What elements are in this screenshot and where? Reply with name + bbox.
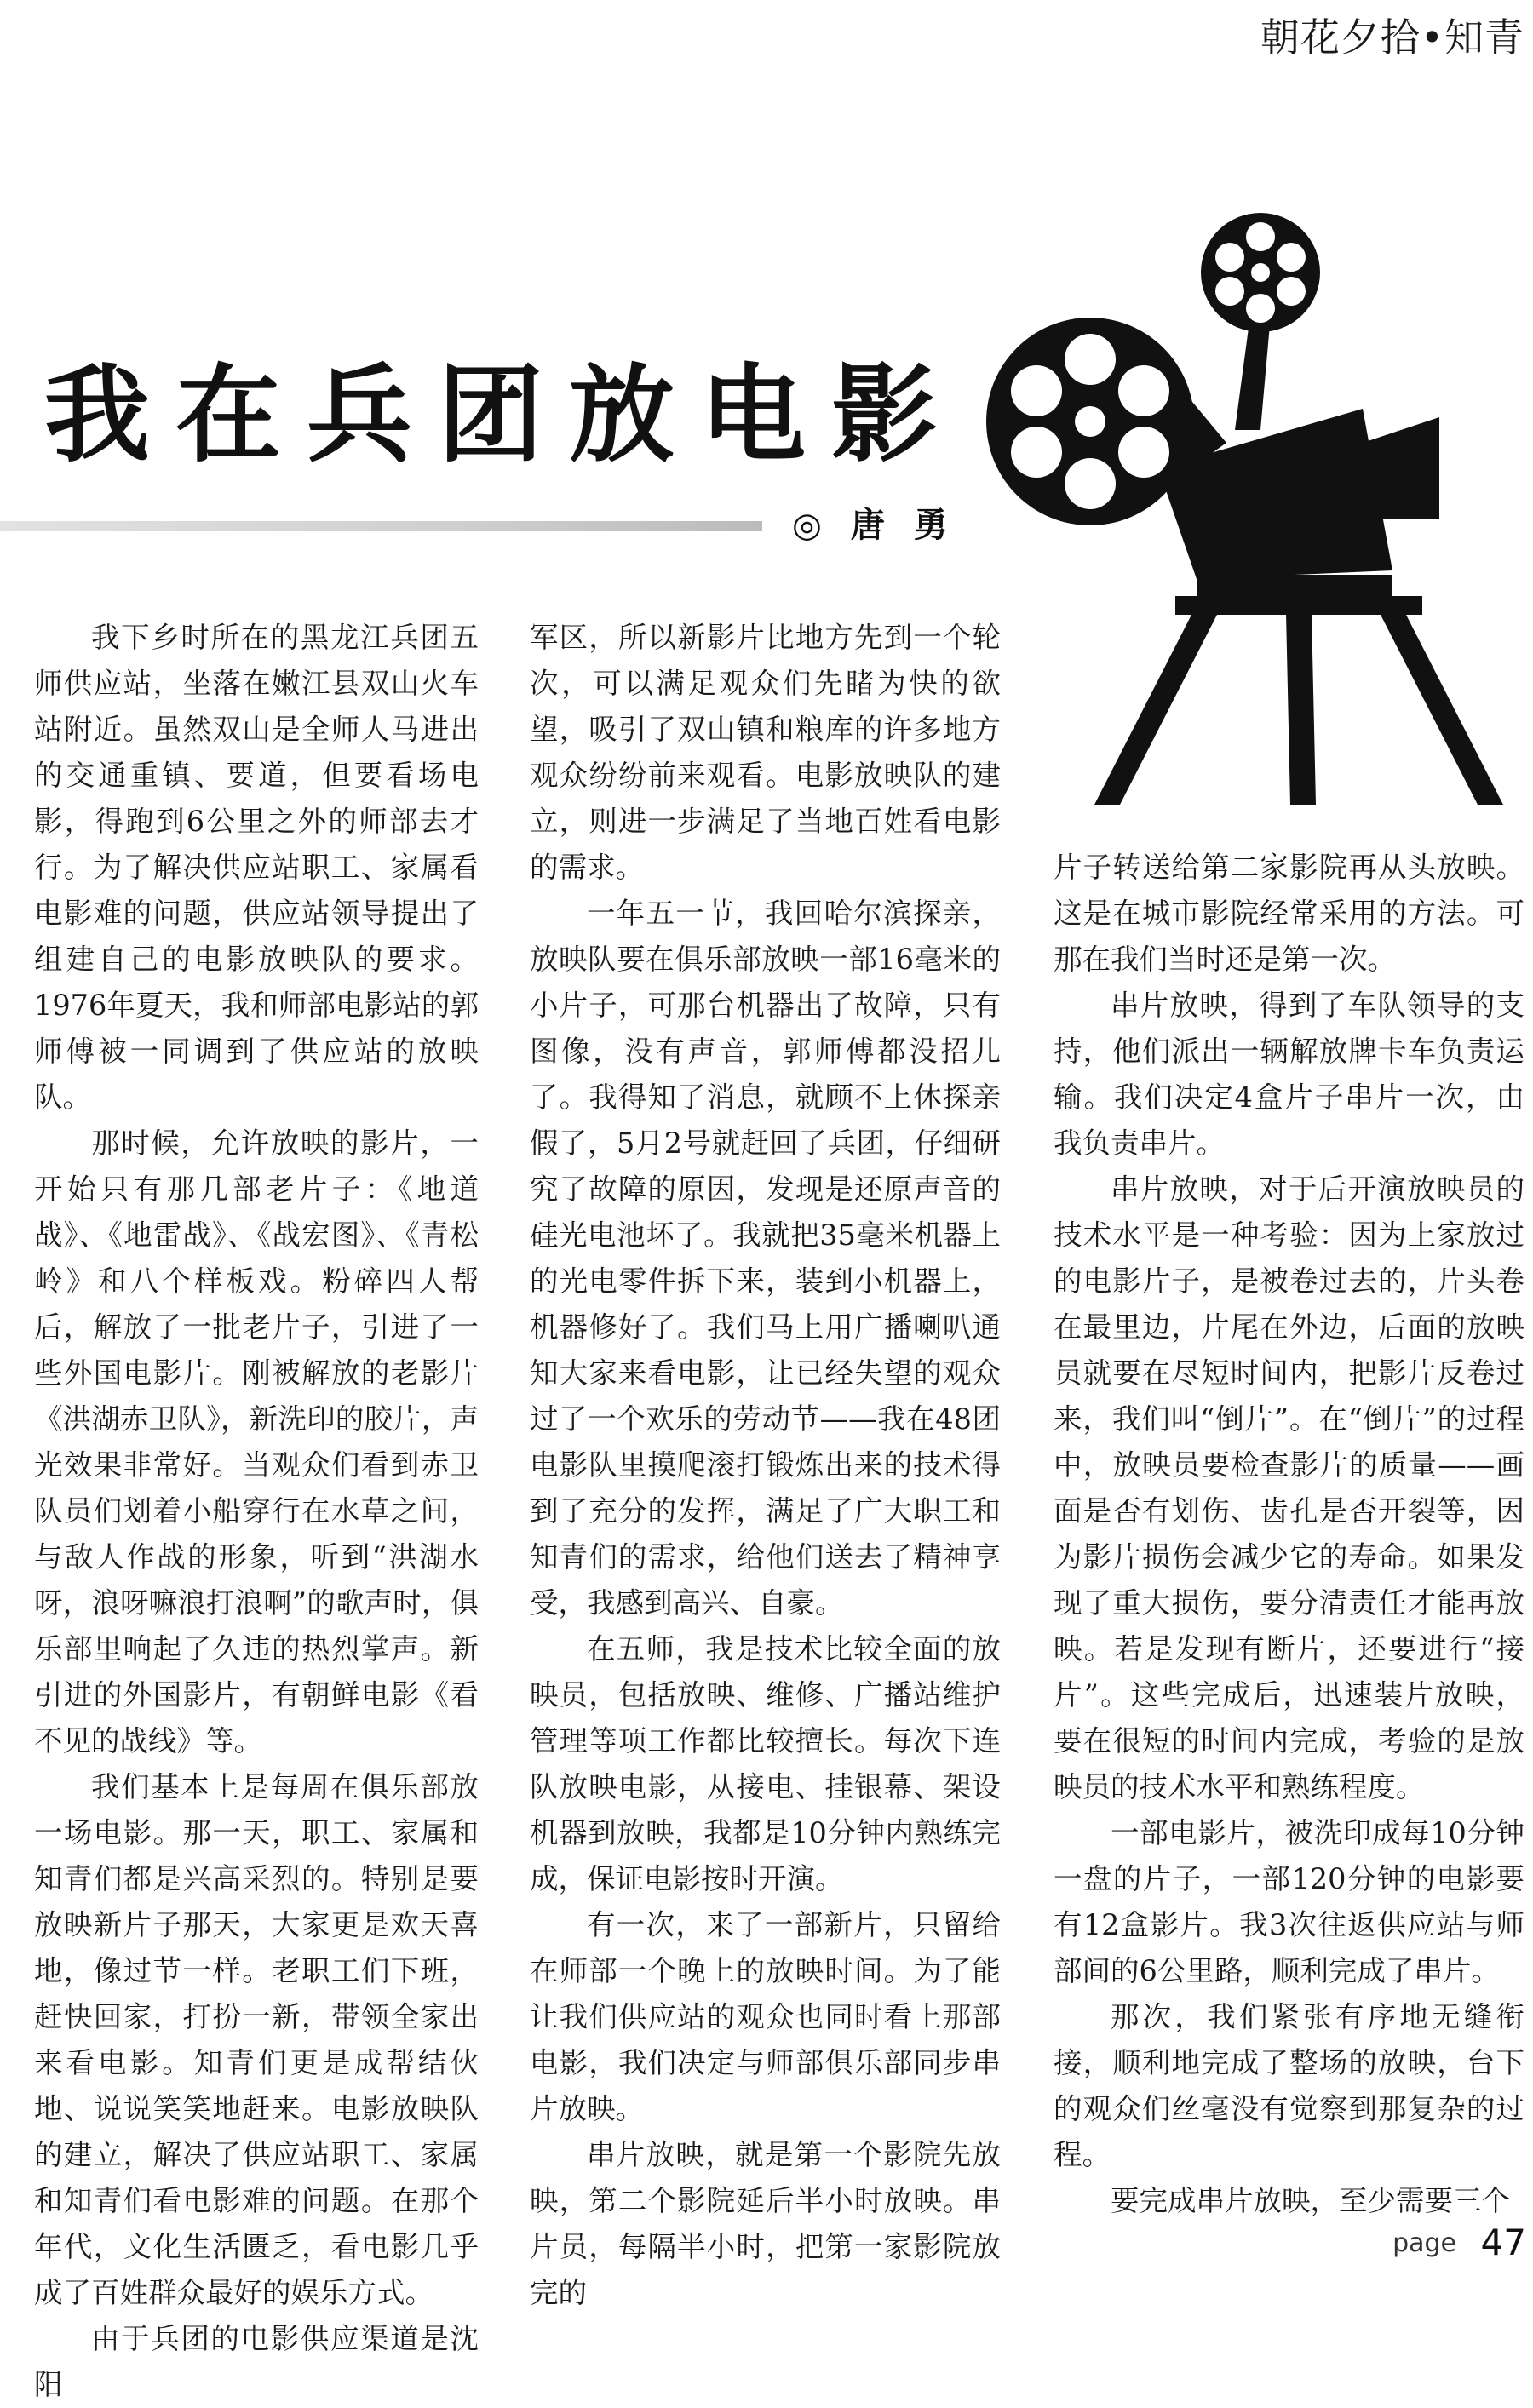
section-tag: 朝花夕拾•知青: [1260, 14, 1524, 60]
paragraph: 军区，所以新影片比地方先到一个轮次，可以满足观众们先睹为快的欲望，吸引了双山镇和粮库的许多地方观众纷纷前来观看。电影放映队的建立，则进一步满足了当地百姓看电影的需求。: [530, 621, 1001, 884]
paragraph: 串片放映，得到了车队领导的支持，他们派出一辆解放牌卡车负责运输。我们决定4盒片子串片一次，由我负责串片。: [1054, 989, 1524, 1160]
paragraph: 串片放映，对于后开演放映员的技术水平是一种考验：因为上家放过的电影片子，是被卷过去的，片头卷在最里边，片尾在外边，后面的放映员就要在尽短时间内，把影片反卷过来，我们叫“倒片”。在“倒片”的过程中，放映员要检查影片的质量——画面是否有划伤、齿孔是否开裂等，因为影片损伤会减少它的寿命。如果发现了重大损伤，要分清责任才能再放映。若是发现有断片，还要进行“接片”。这些完成后，迅速装片放映，要在很短的时间内完成，考验的是放映员的技术水平和熟练程度。: [1054, 1172, 1524, 1803]
paragraph: 要完成串片放映，至少需要三个: [1111, 2184, 1510, 2217]
article-title: 我在兵团放电影: [44, 354, 963, 477]
paragraph: 片子转送给第二家影院再从头放映。这是在城市影院经常采用的方法。可那在我们当时还是第一次。: [1054, 851, 1524, 976]
paragraph: 我下乡时所在的黑龙江兵团五师供应站，坐落在嫩江县双山火车站附近。虽然双山是全师人马进出的交通重镇、要道，但要看场电影，得跑到6公里之外的师部去才行。为了解决供应站职工、家属看电影难的问题，供应站领导提出了组建自己的电影放映队的要求。1976年夏天，我和师部电影站的郭师傅被一同调到了供应站的放映队。: [34, 621, 479, 1114]
author-divider: [0, 521, 762, 531]
text-column-1: [34, 615, 479, 2408]
text-column-3: [1054, 845, 1524, 2224]
paragraph: 串片放映，就是第一个影院先放映，第二个影院延后半小时放映。串片员，每隔半小时，把第一家影院放完的: [530, 2138, 1001, 2309]
page-label: page: [1392, 2228, 1456, 2258]
page-number: 47: [1480, 2222, 1526, 2263]
paragraph: 一部电影片，被洗印成每10分钟一盘的片子，一部120分钟的电影要有12盒影片。我3次往返供应站与师部间的6公里路，顺利完成了串片。: [1054, 1816, 1524, 1987]
paragraph: 由于兵团的电影供应渠道是沈阳: [34, 2322, 479, 2401]
paragraph: 那次，我们紧张有序地无缝衔接，顺利地完成了整场的放映，台下的观众们丝毫没有觉察到那复杂的过程。: [1054, 2000, 1524, 2171]
paragraph: 我们基本上是每周在俱乐部放一场电影。那一天，职工、家属和知青们都是兴高采烈的。特别是要放映新片子那天，大家更是欢天喜地，像过节一样。老职工们下班，赶快回家，打扮一新，带领全家出来看电影。知青们更是成帮结伙地、说说笑笑地赶来。电影放映队的建立，解决了供应站职工、家属和知青们看电影难的问题。在那个年代，文化生活匮乏，看电影几乎成了百姓群众最好的娱乐方式。: [34, 1770, 479, 2309]
author-byline: ◎ 唐 勇: [792, 506, 956, 545]
paragraph: 一年五一节，我回哈尔滨探亲，放映队要在俱乐部放映一部16毫米的小片子，可那台机器出了故障，只有图像，没有声音，郭师傅都没招儿了。我得知了消息，就顾不上休探亲假了，5月2号就赶回了兵团，仔细研究了故障的原因，发现是还原声音的硅光电池坏了。我就把35毫米机器上的光电零件拆下来，装到小机器上，机器修好了。我们马上用广播喇叭通知大家来看电影，让已经失望的观众过了一个欢乐的劳动节——我在48团电影队里摸爬滚打锻炼出来的技术得到了充分的发挥，满足了广大职工和知青们的需求，给他们送去了精神享受，我感到高兴、自豪。: [530, 897, 1001, 1620]
paragraph: 那时候，允许放映的影片，一开始只有那几部老片子：《地道战》、《地雷战》、《战宏图》、《青松岭》和八个样板戏。粉碎四人帮后，解放了一批老片子，引进了一些外国电影片。刚被解放的老影片《洪湖赤卫队》，新洗印的胶片，声光效果非常好。当观众们看到赤卫队员们划着小船穿行在水草之间，与敌人作战的形象，听到“洪湖水呀，浪呀嘛浪打浪啊”的歌声时，俱乐部里响起了久违的热烈掌声。新引进的外国影片，有朝鲜电影《看不见的战线》等。: [34, 1127, 479, 1757]
film-projector-icon: [979, 213, 1524, 809]
text-column-2: [530, 615, 1001, 2316]
paragraph: 在五师，我是技术比较全面的放映员，包括放映、维修、广播站维护管理等项工作都比较擅长。每次下连队放映电影，从接电、挂银幕、架设机器到放映，我都是10分钟内熟练完成，保证电影按时开演。: [530, 1632, 1001, 1895]
paragraph: 有一次，来了一部新片，只留给在师部一个晚上的放映时间。为了能让我们供应站的观众也同时看上那部电影，我们决定与师部俱乐部同步串片放映。: [530, 1908, 1001, 2125]
